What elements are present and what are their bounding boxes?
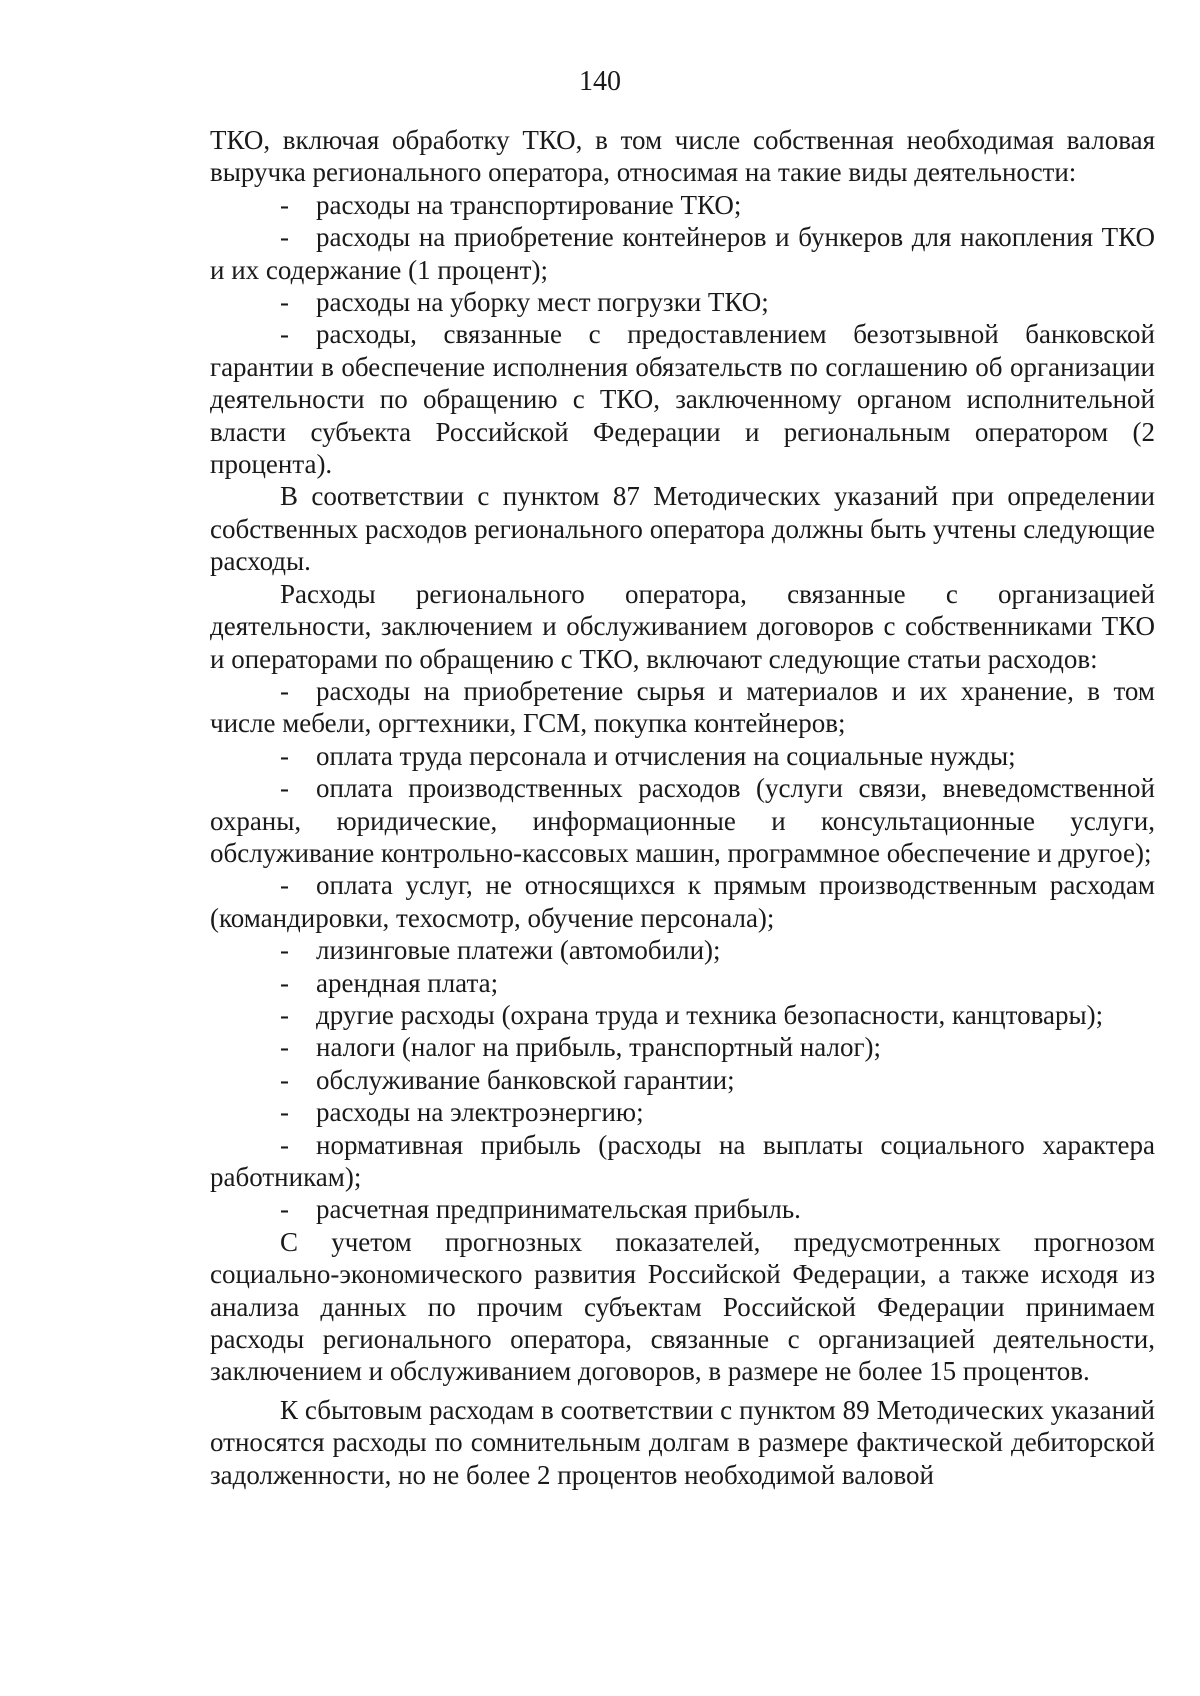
- list-item: - расходы на транспортирование ТКО;: [280, 189, 742, 220]
- list-item: - расходы на приобретение сырья и материалов и их хранение, в том числе мебели, оргтехники, ГСМ, покупка контейнеров;: [210, 675, 1155, 739]
- paragraph: С учетом прогнозных показателей, предусмотренных прогнозом социально-экономического развития Российской Федерации, а также исходя из анализа данных по прочим субъектам Российской Федерации принимаем расходы регионального оператора, связанные с организацией деятельности, заключением и обслуживанием договоров, в размере не более 15 процентов.: [210, 1226, 1155, 1387]
- paragraph: Расходы регионального оператора, связанные с организацией деятельности, заключением и обслуживанием договоров с собственниками ТКО и операторами по обращению с ТКО, включают следующие статьи расходов:: [210, 578, 1155, 674]
- list-item: - арендная плата;: [280, 967, 499, 998]
- list-item: - расходы, связанные с предоставлением безотзывной банковской гарантии в обеспечение исполнения обязательств по соглашению об организации деятельности по обращению с ТКО, заключенному органом исполнительной власти субъекта Российской Федерации и региональным оператором (2 процента).: [210, 319, 1155, 480]
- list-item: - расходы на уборку мест погрузки ТКО;: [280, 287, 769, 318]
- list-item: - лизинговые платежи (автомобили);: [280, 935, 721, 966]
- document-body: [210, 124, 1155, 1491]
- list-item: - расходы на электроэнергию;: [280, 1097, 644, 1128]
- list-item: - оплата услуг, не относящихся к прямым производственным расходам (командировки, техосмотр, обучение персонала);: [210, 870, 1155, 933]
- paragraph: К сбытовым расходам в соответствии с пунктом 89 Методических указаний относятся расходы по сомнительным долгам в размере фактической дебиторской задолженности, но не более 2 процентов необходимой валовой: [210, 1394, 1155, 1490]
- paragraph: В соответствии с пунктом 87 Методических указаний при определении собственных расходов регионального оператора должны быть учтены следующие расходы.: [210, 481, 1155, 577]
- paragraph: ТКО, включая обработку ТКО, в том числе собственная необходимая валовая выручка регионального оператора, относимая на такие виды деятельности:: [210, 125, 1155, 188]
- list-item: - налоги (налог на прибыль, транспортный налог);: [280, 1032, 882, 1063]
- list-item: - другие расходы (охрана труда и техника безопасности, канцтовары);: [280, 999, 1104, 1030]
- page-number: 140: [579, 66, 621, 97]
- list-item: - обслуживание банковской гарантии;: [280, 1064, 735, 1095]
- list-item: - оплата труда персонала и отчисления на социальные нужды;: [280, 740, 1016, 771]
- list-item: - расчетная предпринимательская прибыль.: [280, 1194, 801, 1225]
- list-item: - нормативная прибыль (расходы на выплаты социального характера работникам);: [210, 1129, 1155, 1192]
- list-item: - оплата производственных расходов (услуги связи, вневедомственной охраны, юридические, информационные и консультационные услуги, обслуживание контрольно-кассовых машин, программное обеспечение и другое);: [210, 773, 1155, 868]
- list-item: - расходы на приобретение контейнеров и бункеров для накопления ТКО и их содержание (1 процент);: [210, 222, 1155, 285]
